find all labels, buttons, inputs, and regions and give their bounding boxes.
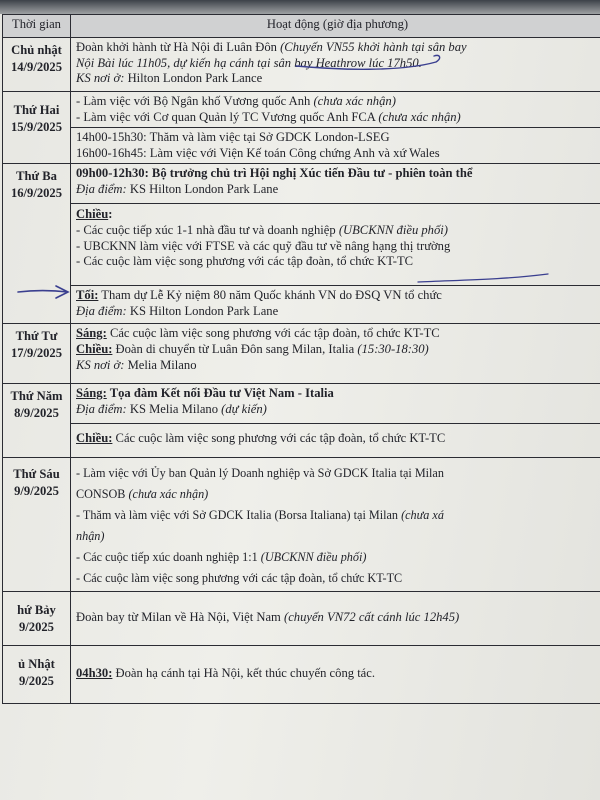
row-fri19: [3, 458, 600, 592]
day-cell: [3, 592, 71, 646]
activity-cell: [71, 592, 600, 646]
row-sun14: [3, 38, 600, 92]
activity-cell: [71, 424, 600, 458]
header-row: [3, 15, 600, 38]
text: Đoàn di chuyển từ Luân Đôn sang Milan, Italia: [112, 341, 358, 356]
row-thu18-morning: [3, 384, 600, 424]
day-cell: [3, 92, 71, 164]
day-name: Thứ Ba: [16, 169, 57, 184]
activity-cell: [71, 92, 600, 128]
text: - Các cuộc làm việc song phương với các tập đoàn, tổ chức KT-TC: [76, 571, 403, 586]
text: 16h00-16h45: Làm việc với Viện Kế toán Công chứng Anh và xứ Wales: [76, 145, 440, 160]
day-name: Thứ Hai: [13, 103, 60, 117]
colon: :: [108, 207, 113, 222]
text: - Làm việc với Ủy ban Quản lý Doanh nghiệp và Sở GDCK Italia tại Milan: [76, 466, 444, 481]
day-cell: [3, 164, 71, 324]
text: - Làm việc với Cơ quan Quản lý TC Vương quốc Anh FCA: [76, 109, 379, 124]
header-activity: Hoạt động (giờ địa phương): [71, 15, 600, 38]
text: 09h00-12h30: Bộ trưởng chủ trì Hội nghị Xúc tiến Đầu tư - phiên toàn thể: [76, 166, 473, 181]
text: - UBCKNN làm việc với FTSE và các quỹ đầu tư về nâng hạng thị trường: [76, 238, 451, 253]
location: KS Melia Milano: [126, 401, 222, 416]
morning-label: Sáng:: [76, 386, 107, 401]
status-note: (chưa xác nhận): [128, 487, 209, 502]
hotel-label: KS nơi ở:: [76, 71, 125, 86]
row-tue16-evening: [3, 286, 600, 324]
text: - Các cuộc làm việc song phương với các tập đoàn, tổ chức KT-TC: [76, 254, 414, 269]
text: Đoàn bay từ Milan về Hà Nội, Việt Nam: [76, 610, 284, 625]
day-date: 9/9/2025: [14, 484, 59, 499]
row-mon15: [3, 92, 600, 128]
schedule-table: [2, 14, 600, 704]
day-date: 9/2025: [19, 674, 54, 689]
morning-label: Sáng:: [76, 326, 107, 341]
day-date: 15/9/2025: [10, 120, 63, 134]
status-note: (chưa xác nhận): [313, 94, 396, 108]
row-thu18-afternoon: [3, 424, 600, 458]
day-date: 8/9/2025: [14, 406, 59, 421]
day-cell: [3, 458, 71, 592]
location: KS Hilton London Park Lane: [126, 303, 279, 318]
text: Các cuộc làm việc song phương với các tập đoàn, tổ chức KT-TC: [112, 431, 446, 446]
row-mon15-afternoon: [3, 128, 600, 164]
text: - Làm việc với Bộ Ngân khố Vương quốc Anh: [76, 94, 314, 108]
activity-cell: [71, 286, 600, 324]
evening-label: Tối:: [76, 288, 99, 303]
location-label: Địa điểm:: [76, 401, 127, 416]
day-name: Thứ Năm: [10, 389, 63, 404]
hotel-name: Melia Milano: [124, 357, 197, 372]
day-date: 17/9/2025: [10, 346, 63, 361]
activity-cell: [71, 38, 600, 92]
day-name: Chủ nhật: [11, 43, 62, 57]
text: - Các cuộc tiếp xúc 1-1 nhà đầu tư và doanh nghiệp: [76, 222, 339, 237]
location: KS Hilton London Park Lane: [126, 181, 279, 196]
status-note: (chưa xá: [401, 508, 444, 523]
header-time: Thời gian: [3, 15, 71, 38]
flight-note: Nội Bài lúc 11h05, dự kiến hạ cánh tại sân bay Heathrow lúc 17h50.: [76, 55, 422, 70]
day-name: Thứ Sáu: [13, 467, 60, 482]
row-sat20: [3, 592, 600, 646]
time-note: (15:30-18:30): [357, 341, 429, 356]
text: CONSOB: [76, 487, 129, 502]
text: Đoàn khởi hành từ Hà Nội đi Luân Đôn: [76, 40, 281, 54]
day-name: hứ Bảy: [17, 603, 56, 618]
day-cell: [3, 646, 71, 704]
text: - Thăm và làm việc với Sở GDCK Italia (Borsa Italiana) tại Milan: [76, 508, 402, 523]
row-sun21: [3, 646, 600, 704]
day-date: 14/9/2025: [10, 60, 63, 74]
row-wed17: [3, 324, 600, 384]
flight-note: (Chuyến VN55 khởi hành tại sân bay: [280, 40, 467, 54]
day-cell: [3, 324, 71, 384]
hotel-label: KS nơi ở:: [76, 357, 125, 372]
activity-cell: [71, 324, 600, 384]
afternoon-label: Chiều:: [76, 341, 113, 356]
row-tue16-morning: [3, 164, 600, 204]
note: (UBCKNN điều phối): [338, 222, 448, 237]
text: 14h00-15h30: Thăm và làm việc tại Sở GDCK London-LSEG: [76, 130, 390, 145]
text: Tọa đàm Kết nối Đầu tư Việt Nam - Italia: [106, 386, 334, 401]
text: Tham dự Lễ Kỷ niệm 80 năm Quốc khánh VN do ĐSQ VN tổ chức: [98, 288, 442, 303]
day-name: Thứ Tư: [15, 329, 58, 344]
row-tue16-afternoon: [3, 204, 600, 286]
day-cell: [3, 384, 71, 458]
status-note: nhận): [76, 529, 105, 544]
day-date: 16/9/2025: [10, 186, 63, 201]
text: Các cuộc làm việc song phương với các tập đoàn, tổ chức KT-TC: [106, 326, 440, 341]
day-date: 9/2025: [19, 620, 54, 635]
time-label: 04h30:: [76, 666, 113, 681]
activity-cell: [71, 164, 600, 204]
flight-note: (chuyến VN72 cất cánh lúc 12h45): [284, 610, 460, 625]
activity-cell: [71, 128, 600, 164]
activity-cell: [71, 204, 600, 286]
page-top-shadow: [0, 0, 600, 14]
text: Đoàn hạ cánh tại Hà Nội, kết thúc chuyến công tác.: [112, 666, 376, 681]
activity-cell: [71, 458, 600, 592]
note: (UBCKNN điều phối): [260, 550, 367, 565]
day-cell: [3, 38, 71, 92]
status-note: (chưa xác nhận): [378, 109, 461, 124]
location-label: Địa điểm:: [76, 181, 127, 196]
hotel-name: Hilton London Park Lance: [124, 71, 263, 86]
note: (dự kiến): [221, 401, 267, 416]
afternoon-label: Chiều: [76, 207, 109, 222]
afternoon-label: Chiều:: [76, 431, 113, 446]
text: - Các cuộc tiếp xúc doanh nghiệp 1:1: [76, 550, 261, 565]
activity-cell: [71, 646, 600, 704]
day-name: ủ Nhật: [18, 657, 55, 672]
activity-cell: [71, 384, 600, 424]
location-label: Địa điểm:: [76, 303, 127, 318]
